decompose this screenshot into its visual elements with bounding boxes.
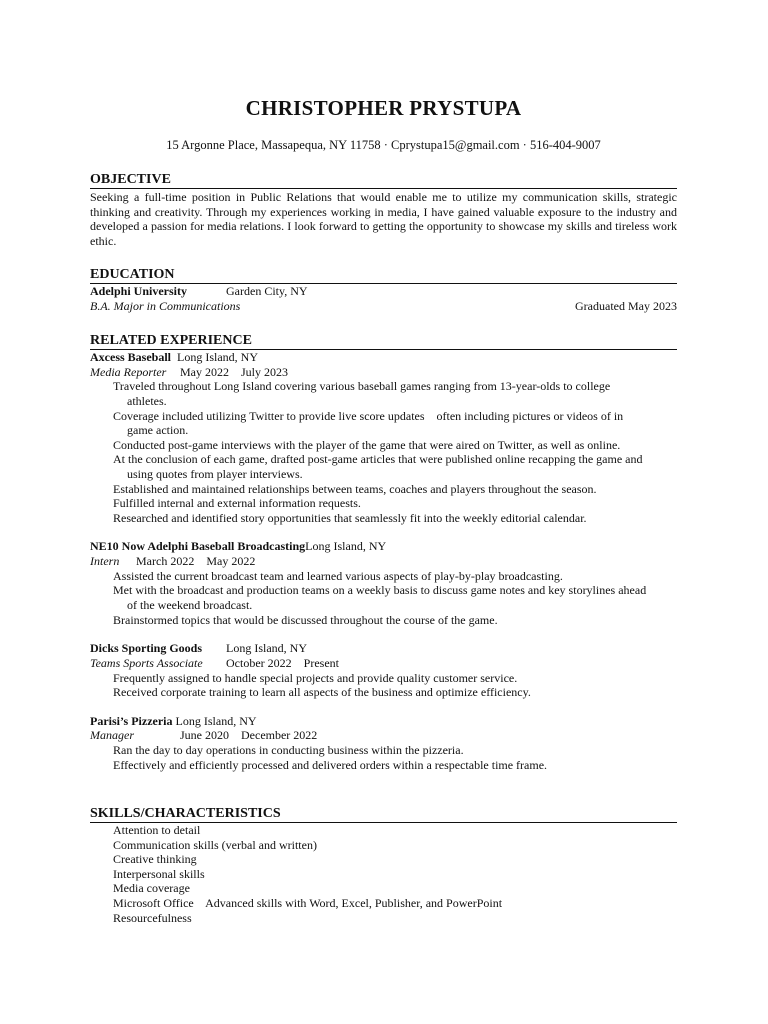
skills-section	[90, 806, 677, 925]
job-role: Teams Sports Associate	[90, 655, 203, 670]
candidate-name: CHRISTOPHER PRYSTUPA	[245, 96, 522, 120]
list-item: Frequently assigned to handle special projects and provide quality customer service.	[113, 670, 518, 685]
job-role: Manager	[90, 728, 134, 743]
job-role-row	[90, 554, 677, 569]
list-item: At the conclusion of each game, drafted post-game articles that were published online recapping the game and using quotes from player interviews.	[113, 452, 643, 481]
skills-heading: SKILLS/CHARACTERISTICS	[90, 806, 677, 823]
objective-section	[90, 172, 677, 248]
list-item: Microsoft Office Advanced skills with Word, Excel, Publisher, and PowerPoint	[113, 895, 503, 910]
job-dates: June 2020 December 2022	[180, 728, 318, 743]
job-header	[90, 641, 677, 656]
experience-heading: RELATED EXPERIENCE	[90, 333, 677, 350]
list-item: Established and maintained relationships between teams, coaches and players throughout the season.	[113, 481, 597, 496]
list-item: Conducted post-game interviews with the player of the game that were aired on Twitter, as well as online.	[113, 437, 621, 452]
list-item: Brainstormed topics that would be discussed throughout the course of the game.	[113, 612, 498, 627]
education-school-row	[90, 284, 677, 299]
job-organization: Dicks Sporting Goods	[90, 641, 203, 656]
list-item: Media coverage	[113, 881, 190, 896]
job-organization: Parisi’s Pizzeria	[90, 713, 173, 728]
contact-line: 15 Argonne Place, Massapequa, NY 11758 · Cprystupa15@gmail.com · 516-404-9007	[166, 138, 601, 152]
list-item: Resourcefulness	[113, 910, 192, 925]
job-role: Media Reporter	[90, 364, 167, 379]
list-item: Ran the day to day operations in conducting business within the pizzeria.	[113, 743, 464, 758]
list-item: Coverage included utilizing Twitter to provide live score updates often including pictures or videos of in game action.	[113, 408, 624, 438]
job-location: Long Island, NY	[177, 350, 258, 364]
education-heading: EDUCATION	[90, 267, 677, 284]
job-location: Long Island, NY	[305, 539, 387, 554]
school-name: Adelphi University	[90, 284, 188, 298]
list-item: Assisted the current broadcast team and learned various aspects of play-by-play broadcasting.	[113, 568, 563, 583]
job-dates: May 2022 July 2023	[180, 364, 288, 379]
job-header	[90, 714, 677, 729]
list-item: Interpersonal skills	[113, 866, 205, 881]
list-item: Creative thinking	[113, 852, 197, 867]
school-location: Garden City, NY	[226, 284, 308, 298]
list-item: Received corporate training to learn all aspects of the business and optimize efficiency.	[113, 685, 531, 700]
job-organization: Axcess Baseball	[90, 350, 171, 364]
education-degree-row	[90, 299, 677, 314]
job-location: Long Island, NY	[226, 641, 307, 656]
list-item: Attention to detail	[113, 823, 201, 837]
list-item: Met with the broadcast and production teams on a weekly basis to discuss game notes and key storylines ahead of the weekend broadcast.	[113, 583, 647, 612]
job-header	[90, 350, 677, 365]
job-organization: NE10 Now Adelphi Baseball Broadcasting	[90, 539, 306, 554]
objective-heading: OBJECTIVE	[90, 172, 677, 189]
job-dates: October 2022 Present	[226, 655, 339, 670]
list-item: Communication skills (verbal and written)	[113, 837, 317, 852]
job-role-row	[90, 728, 677, 743]
objective-text: Seeking a full-time position in Public Relations that would enable me to utilize my communication skills, strategic thinking and creativity. Through my experiences working in media, I have gained valuable exposure to the industry and developed a passion for media relations. I look forward to getting the opportunity to showcase my skills and tireless work ethic.	[90, 190, 677, 248]
graduation-date: Graduated May 2023	[575, 298, 677, 313]
education-section	[90, 267, 677, 313]
experience-section	[90, 333, 677, 772]
job-role: Intern	[90, 554, 120, 569]
job-location: Long Island, NY	[175, 713, 257, 728]
list-item: Traveled throughout Long Island covering various baseball games ranging from 13-year-olds to college athletes.	[113, 379, 611, 408]
job-header	[90, 539, 677, 554]
job-dates: March 2022 May 2022	[136, 554, 256, 569]
job-role-row	[90, 365, 677, 380]
job-role-row	[90, 656, 677, 671]
list-item: Researched and identified story opportunities that seamlessly fit into the weekly editorial calendar.	[113, 510, 587, 525]
list-item: Fulfilled internal and external information requests.	[113, 496, 361, 511]
degree: B.A. Major in Communications	[90, 298, 241, 313]
list-item: Effectively and efficiently processed and delivered orders within a respectable time frame.	[113, 757, 548, 772]
